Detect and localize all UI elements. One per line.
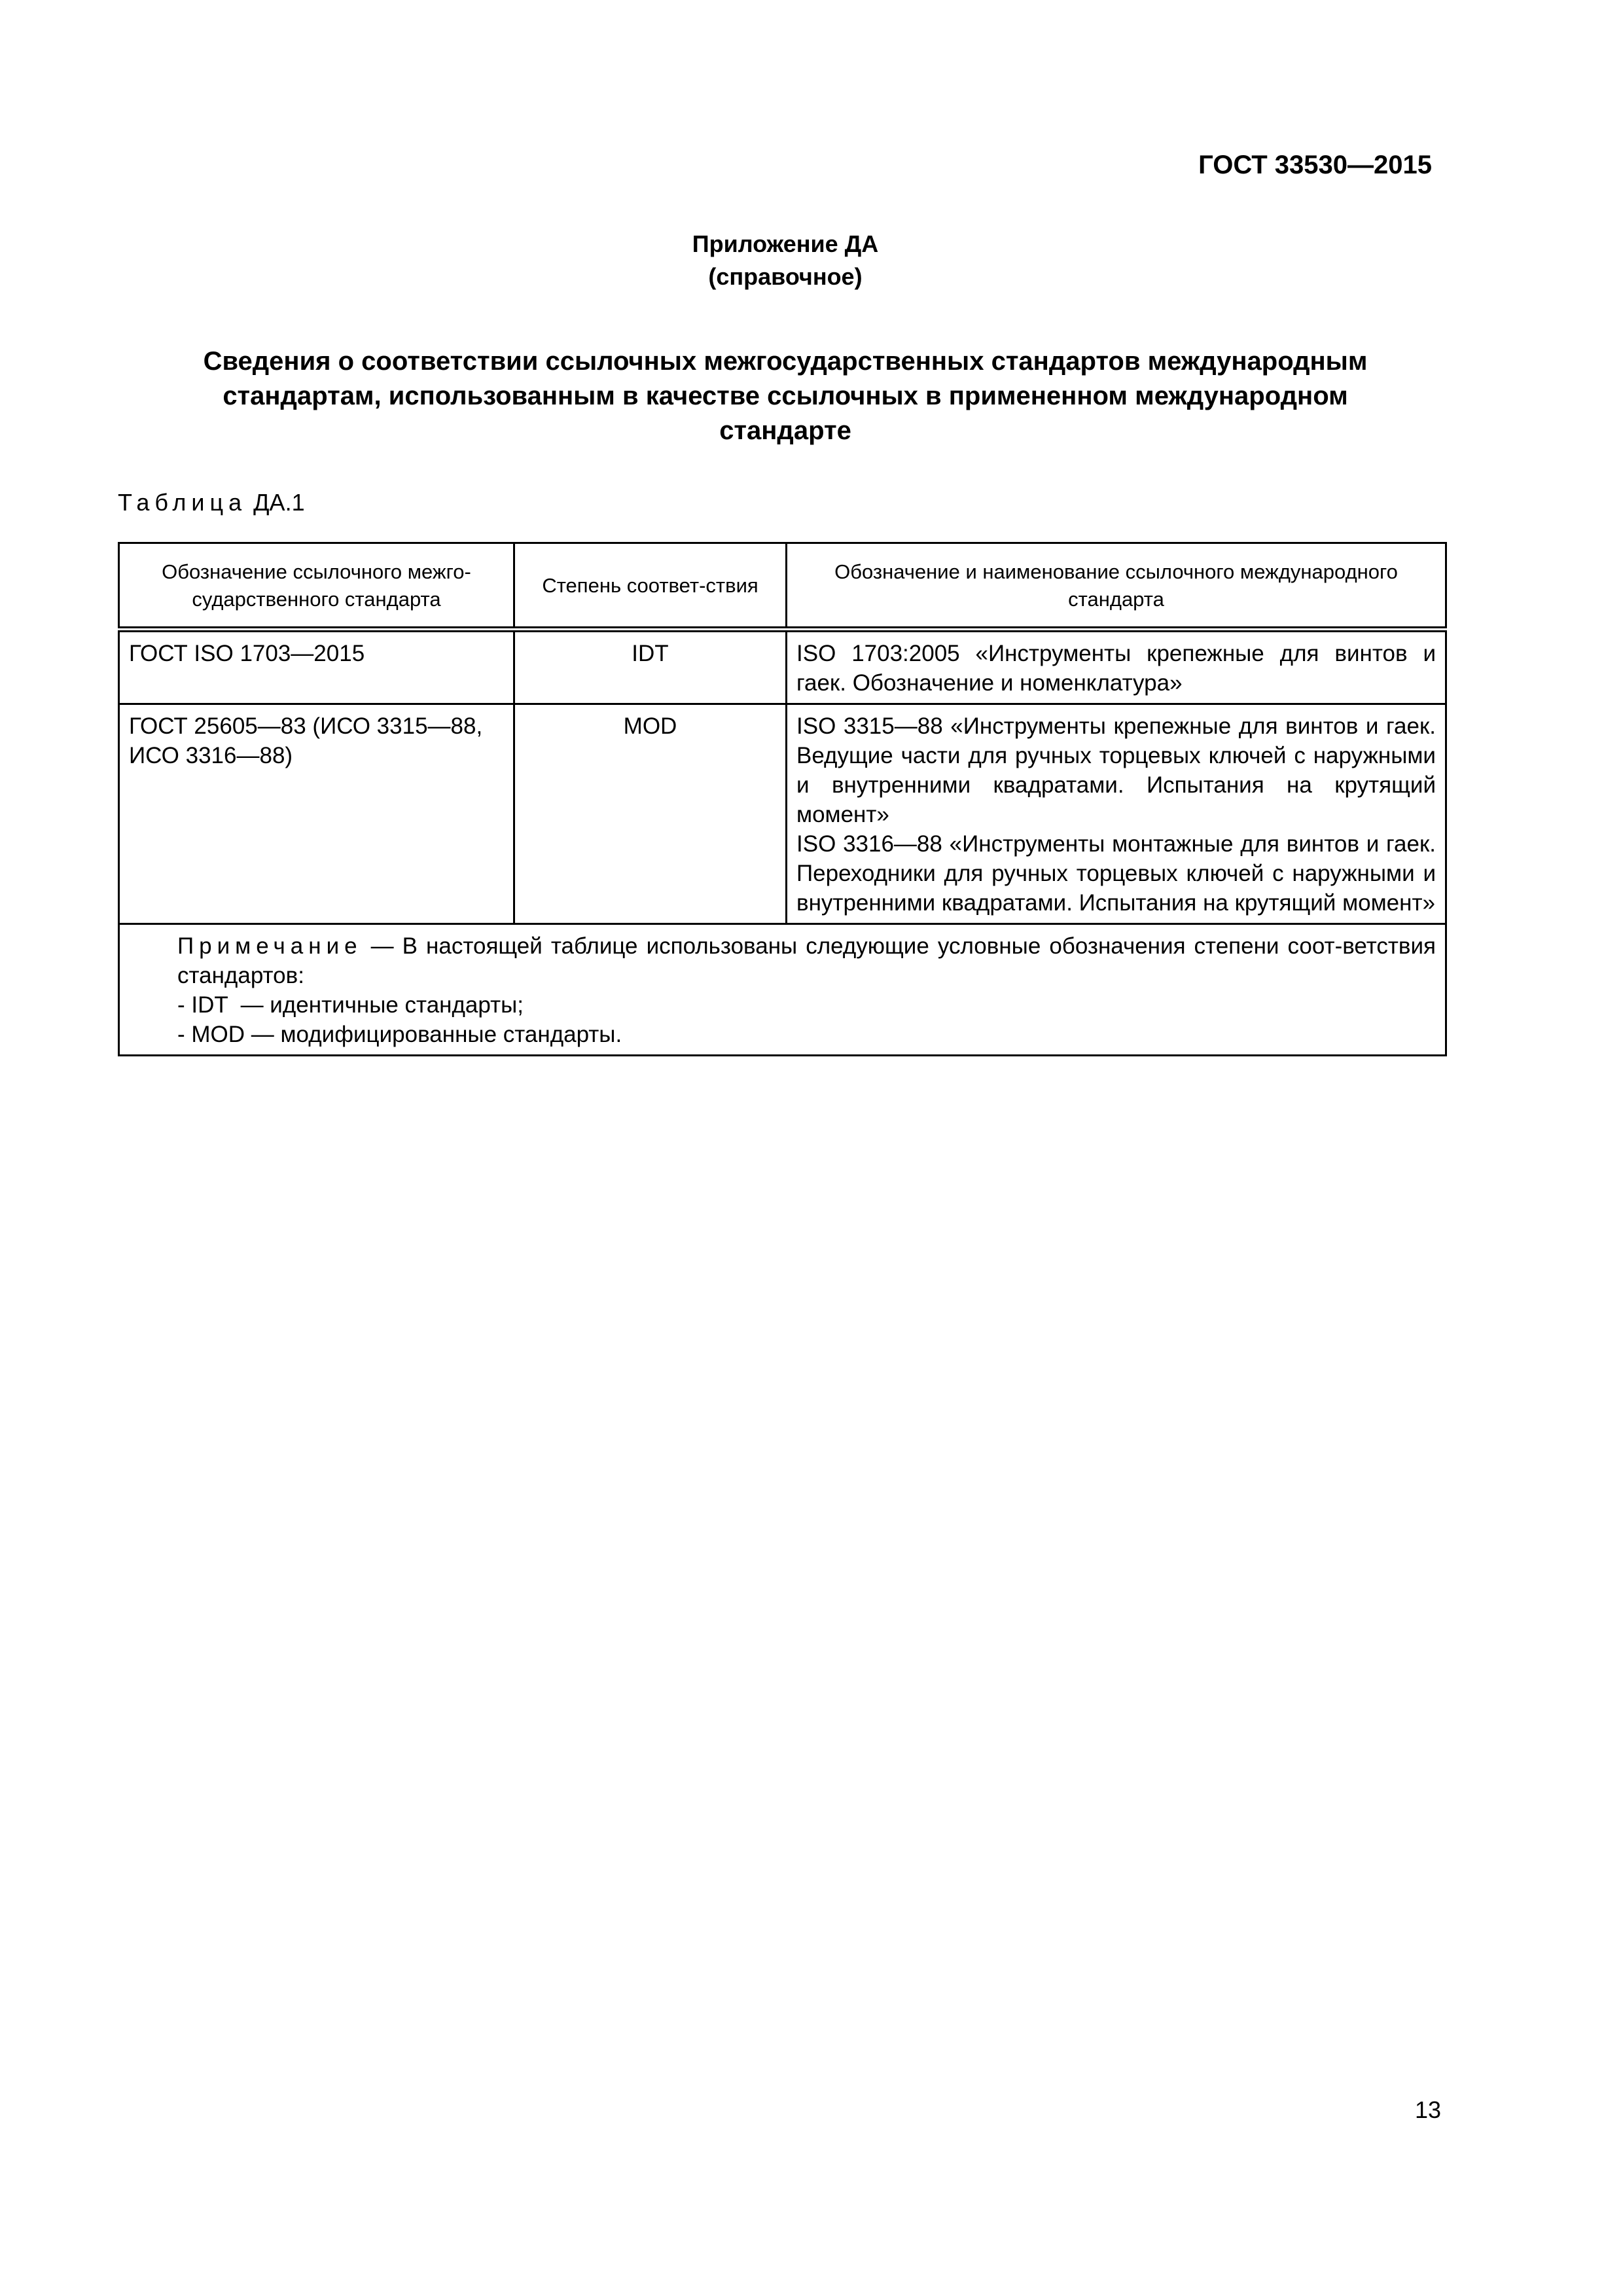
table-caption-word: Таблица (118, 489, 247, 516)
note-item: - IDT — идентичные стандарты; (177, 992, 524, 1018)
appendix-heading (0, 228, 1571, 293)
note-body: — В настоящей таблице использованы следующие условные обозначения степени соот-ветствия стандартов: (177, 933, 1436, 988)
table-row (119, 704, 1446, 924)
degree-cell: IDT (514, 630, 787, 704)
table-header-row (119, 543, 1446, 630)
international-standard-cell (787, 704, 1446, 924)
table-caption (118, 487, 305, 518)
section-title-line: стандартам, использованным в качестве ссылочных в примененном международном (223, 382, 1348, 410)
standards-correspondence-table (118, 542, 1447, 1056)
table-note (119, 924, 1446, 1056)
interstate-standard-cell: ГОСТ 25605—83 (ИСО 3315—88, ИСО 3316—88) (119, 704, 514, 924)
international-standard-entry: ISO 3316—88 «Инструменты монтажные для винтов и гаек. Переходники для ручных торцевых ключей с наружными и внутренними квадратами. Испытания на крутящий момент» (796, 831, 1436, 916)
international-standard-cell (787, 630, 1446, 704)
international-standard-entry: ISO 1703:2005 «Инструменты крепежные для винтов и гаек. Обозначение и номенклатура» (796, 641, 1436, 696)
table-caption-number: ДА.1 (253, 489, 305, 516)
section-title (151, 344, 1420, 448)
degree-cell: MOD (514, 704, 787, 924)
column-header-international-standard: Обозначение и наименование ссылочного международного стандарта (787, 543, 1446, 630)
note-item: - MOD — модифицированные стандарты. (177, 1022, 622, 1047)
appendix-subtitle: (справочное) (708, 263, 863, 290)
section-title-line: стандарте (719, 416, 851, 445)
column-header-degree: Степень соответ-ствия (514, 543, 787, 630)
interstate-standard-cell: ГОСТ ISO 1703—2015 (119, 630, 514, 704)
column-header-interstate-standard: Обозначение ссылочного межго-сударственного стандарта (119, 543, 514, 630)
page-number: 13 (1414, 2096, 1441, 2123)
table-row (119, 630, 1446, 704)
document-code: ГОСТ 33530—2015 (1198, 151, 1432, 179)
international-standard-entry: ISO 3315—88 «Инструменты крепежные для винтов и гаек. Ведущие части для ручных торцевых ключей с наружными и внутренними квадратами. Испытания на крутящий момент» (796, 713, 1436, 827)
note-text (129, 931, 1436, 990)
note-label: Примечание (177, 933, 363, 959)
appendix-title: Приложение ДА (692, 230, 879, 257)
section-title-line: Сведения о соответствии ссылочных межгосударственных стандартов международным (203, 347, 1368, 376)
table-note-row (119, 924, 1446, 1056)
